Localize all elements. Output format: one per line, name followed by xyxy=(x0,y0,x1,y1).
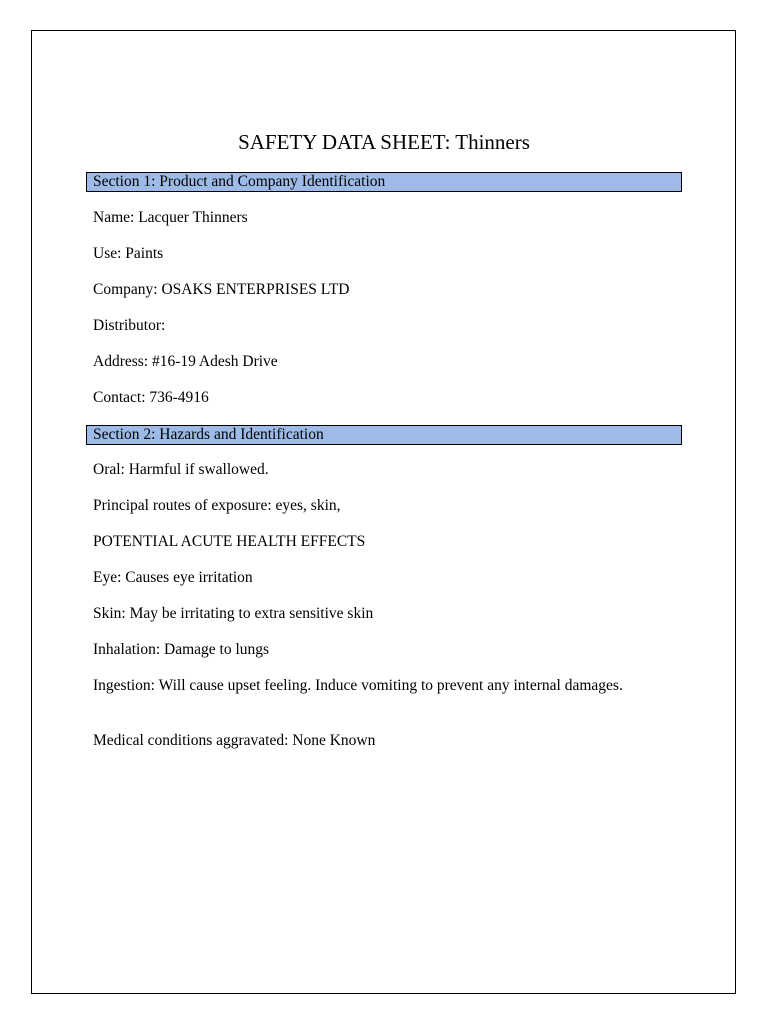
section-1-header: Section 1: Product and Company Identification xyxy=(86,172,682,192)
contact-line: Contact: 736-4916 xyxy=(93,389,209,406)
product-name-line: Name: Lacquer Thinners xyxy=(93,209,248,226)
section-2-header: Section 2: Hazards and Identification xyxy=(86,425,682,445)
oral-hazard-line: Oral: Harmful if swallowed. xyxy=(93,461,269,478)
inhalation-effect-line: Inhalation: Damage to lungs xyxy=(93,641,270,658)
skin-effect-line: Skin: May be irritating to extra sensitive skin xyxy=(93,605,374,622)
document-title: SAFETY DATA SHEET: Thinners xyxy=(238,130,530,154)
address-line: Address: #16-19 Adesh Drive xyxy=(93,353,278,370)
medical-conditions-line: Medical conditions aggravated: None Known xyxy=(93,732,376,749)
distributor-line: Distributor: xyxy=(93,317,166,334)
acute-effects-heading: POTENTIAL ACUTE HEALTH EFFECTS xyxy=(93,533,366,550)
company-line: Company: OSAKS ENTERPRISES LTD xyxy=(93,281,350,298)
exposure-routes-line: Principal routes of exposure: eyes, skin, xyxy=(93,497,341,514)
ingestion-effect-line: Ingestion: Will cause upset feeling. Induce vomiting to prevent any internal damages. xyxy=(93,677,623,694)
eye-effect-line: Eye: Causes eye irritation xyxy=(93,569,253,586)
product-use-line: Use: Paints xyxy=(93,245,164,262)
